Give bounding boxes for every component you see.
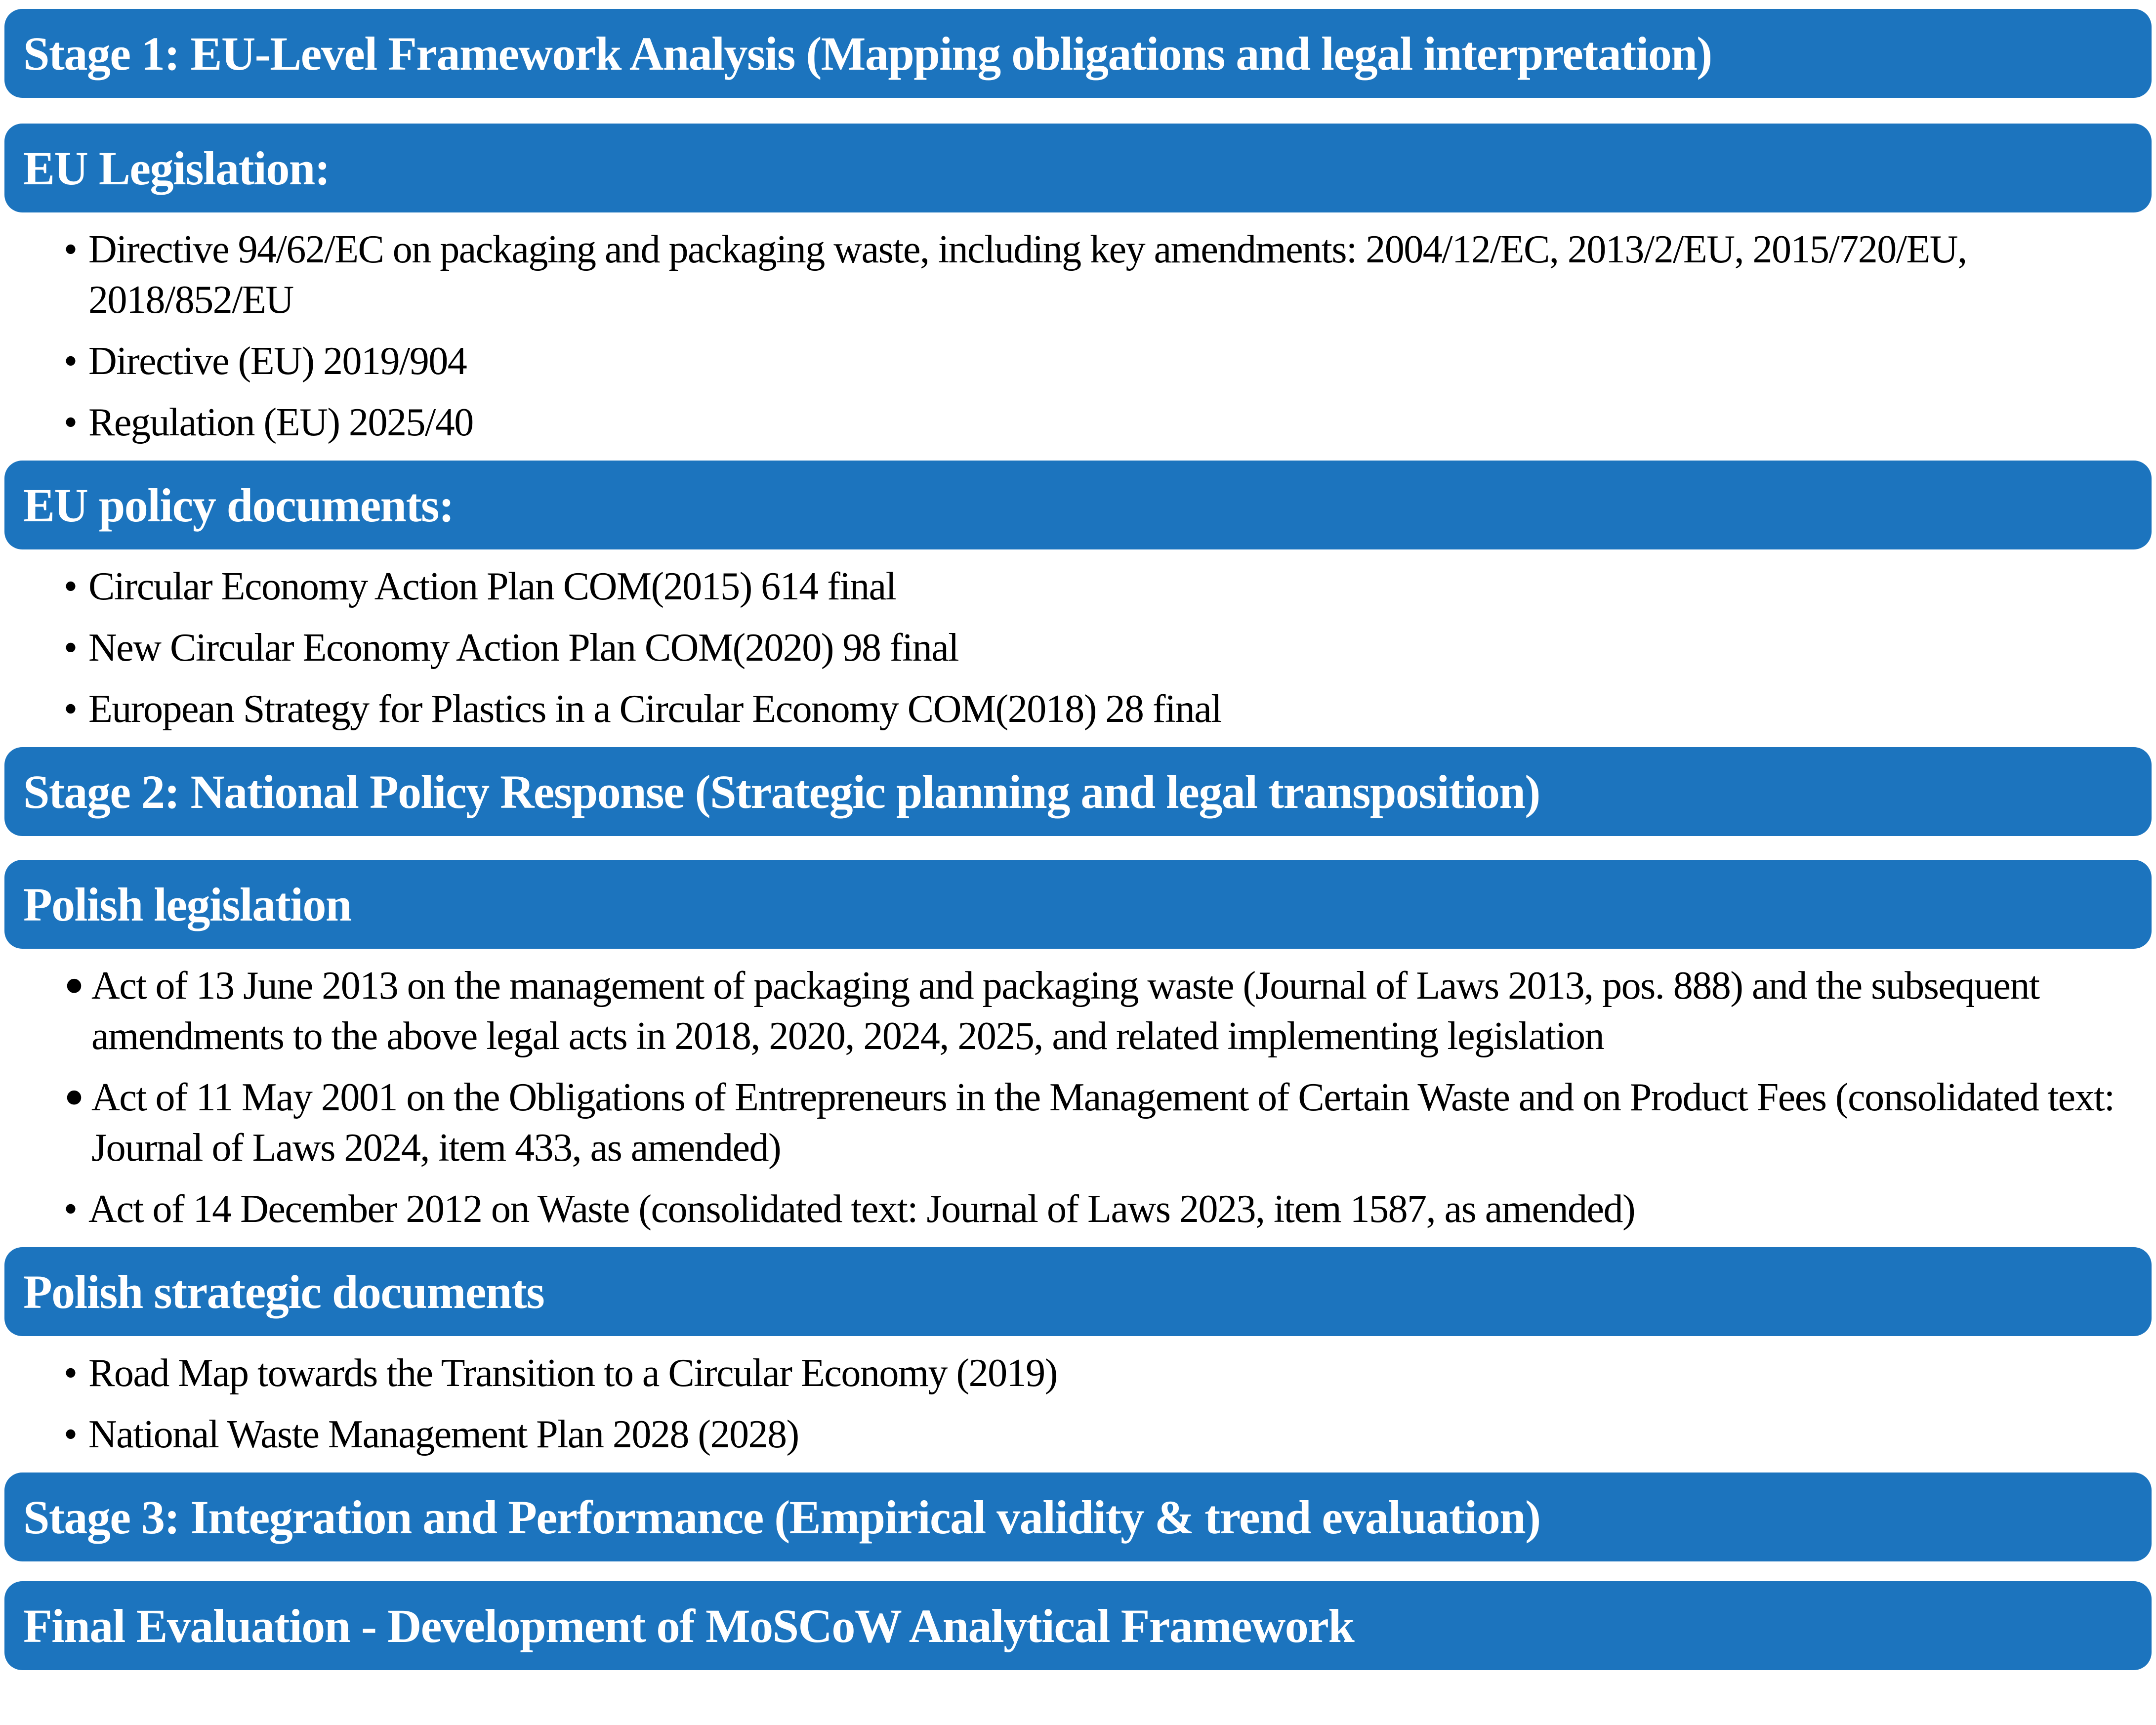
bullet-item bbox=[64, 397, 2137, 448]
eu-policy-list bbox=[64, 561, 2137, 734]
final-evaluation-label: Final Evaluation - Development of MoSCoW Analytical Framework bbox=[23, 1599, 1354, 1652]
polish-strategic-bar bbox=[4, 1247, 2152, 1336]
polish-strategic-label: Polish strategic documents bbox=[23, 1265, 544, 1318]
eu-legislation-list bbox=[64, 224, 2137, 448]
bullet-icon: • bbox=[64, 953, 84, 1018]
stage1-label: Stage 1: EU-Level Framework Analysis (Mapping obligations and legal interpretation) bbox=[23, 27, 1712, 80]
bullet-icon: • bbox=[64, 1187, 77, 1231]
bullet-text: Directive 94/62/EC on packaging and packaging waste, including key amendments: 2004/12/EC, 2013/2/EU, 2015/720/EU, 2018/852/EU bbox=[88, 228, 1967, 322]
bullet-text: Act of 13 June 2013 on the management of packaging and packaging waste (Journal of Laws 2013, pos. 888) and the subsequent amendments to the above legal acts in 2018, 2020, 2024, 2025, and related implementing legislation bbox=[91, 964, 2039, 1058]
bullet-icon: • bbox=[64, 626, 77, 670]
final-evaluation-bar bbox=[4, 1581, 2152, 1670]
bullet-icon: • bbox=[64, 1064, 84, 1130]
bullet-text: Regulation (EU) 2025/40 bbox=[88, 401, 473, 444]
bullet-item bbox=[64, 336, 2137, 386]
bullet-text: Road Map towards the Transition to a Circular Economy (2019) bbox=[88, 1351, 1057, 1395]
stage3-label: Stage 3: Integration and Performance (Empirical validity & trend evaluation) bbox=[23, 1490, 1540, 1544]
eu-legislation-bar bbox=[4, 124, 2152, 212]
bullet-item bbox=[64, 953, 2137, 1061]
polish-legislation-label: Polish legislation bbox=[23, 878, 351, 931]
stage1-bar bbox=[4, 9, 2152, 98]
bullet-item bbox=[64, 684, 2137, 734]
bullet-text: National Waste Management Plan 2028 (2028) bbox=[88, 1413, 799, 1456]
bullet-icon: • bbox=[64, 687, 77, 731]
bullet-icon: • bbox=[64, 401, 77, 444]
stage2-bar bbox=[4, 747, 2152, 836]
bullet-text: Directive (EU) 2019/904 bbox=[88, 339, 467, 383]
stage2-label: Stage 2: National Policy Response (Strategic planning and legal transposition) bbox=[23, 765, 1540, 818]
bullet-icon: • bbox=[64, 228, 77, 271]
bullet-item bbox=[64, 224, 2137, 325]
bullet-item bbox=[64, 1184, 2137, 1234]
stage3-bar bbox=[4, 1473, 2152, 1561]
bullet-text: Act of 14 December 2012 on Waste (consolidated text: Journal of Laws 2023, item 1587, as amended) bbox=[88, 1187, 1635, 1231]
bullet-icon: • bbox=[64, 339, 77, 383]
polish-legislation-list bbox=[64, 953, 2137, 1234]
bullet-text: Act of 11 May 2001 on the Obligations of Entrepreneurs in the Management of Certain Waste and on Product Fees (consolidated text: Journal of Laws 2024, item 433, as amended) bbox=[91, 1076, 2115, 1170]
bullet-text: New Circular Economy Action Plan COM(2020) 98 final bbox=[88, 626, 958, 670]
eu-policy-label: EU policy documents: bbox=[23, 478, 454, 532]
eu-legislation-label: EU Legislation: bbox=[23, 141, 330, 195]
bullet-item bbox=[64, 1348, 2137, 1398]
bullet-text: European Strategy for Plastics in a Circular Economy COM(2018) 28 final bbox=[88, 687, 1221, 731]
polish-legislation-bar bbox=[4, 860, 2152, 949]
bullet-item bbox=[64, 1409, 2137, 1460]
bullet-icon: • bbox=[64, 565, 77, 608]
bullet-item bbox=[64, 1064, 2137, 1173]
bullet-icon: • bbox=[64, 1351, 77, 1395]
polish-strategic-list bbox=[64, 1348, 2137, 1460]
bullet-text: Circular Economy Action Plan COM(2015) 614 final bbox=[88, 565, 896, 608]
bullet-item bbox=[64, 623, 2137, 673]
bullet-icon: • bbox=[64, 1413, 77, 1456]
eu-policy-bar bbox=[4, 461, 2152, 549]
bullet-item bbox=[64, 561, 2137, 612]
